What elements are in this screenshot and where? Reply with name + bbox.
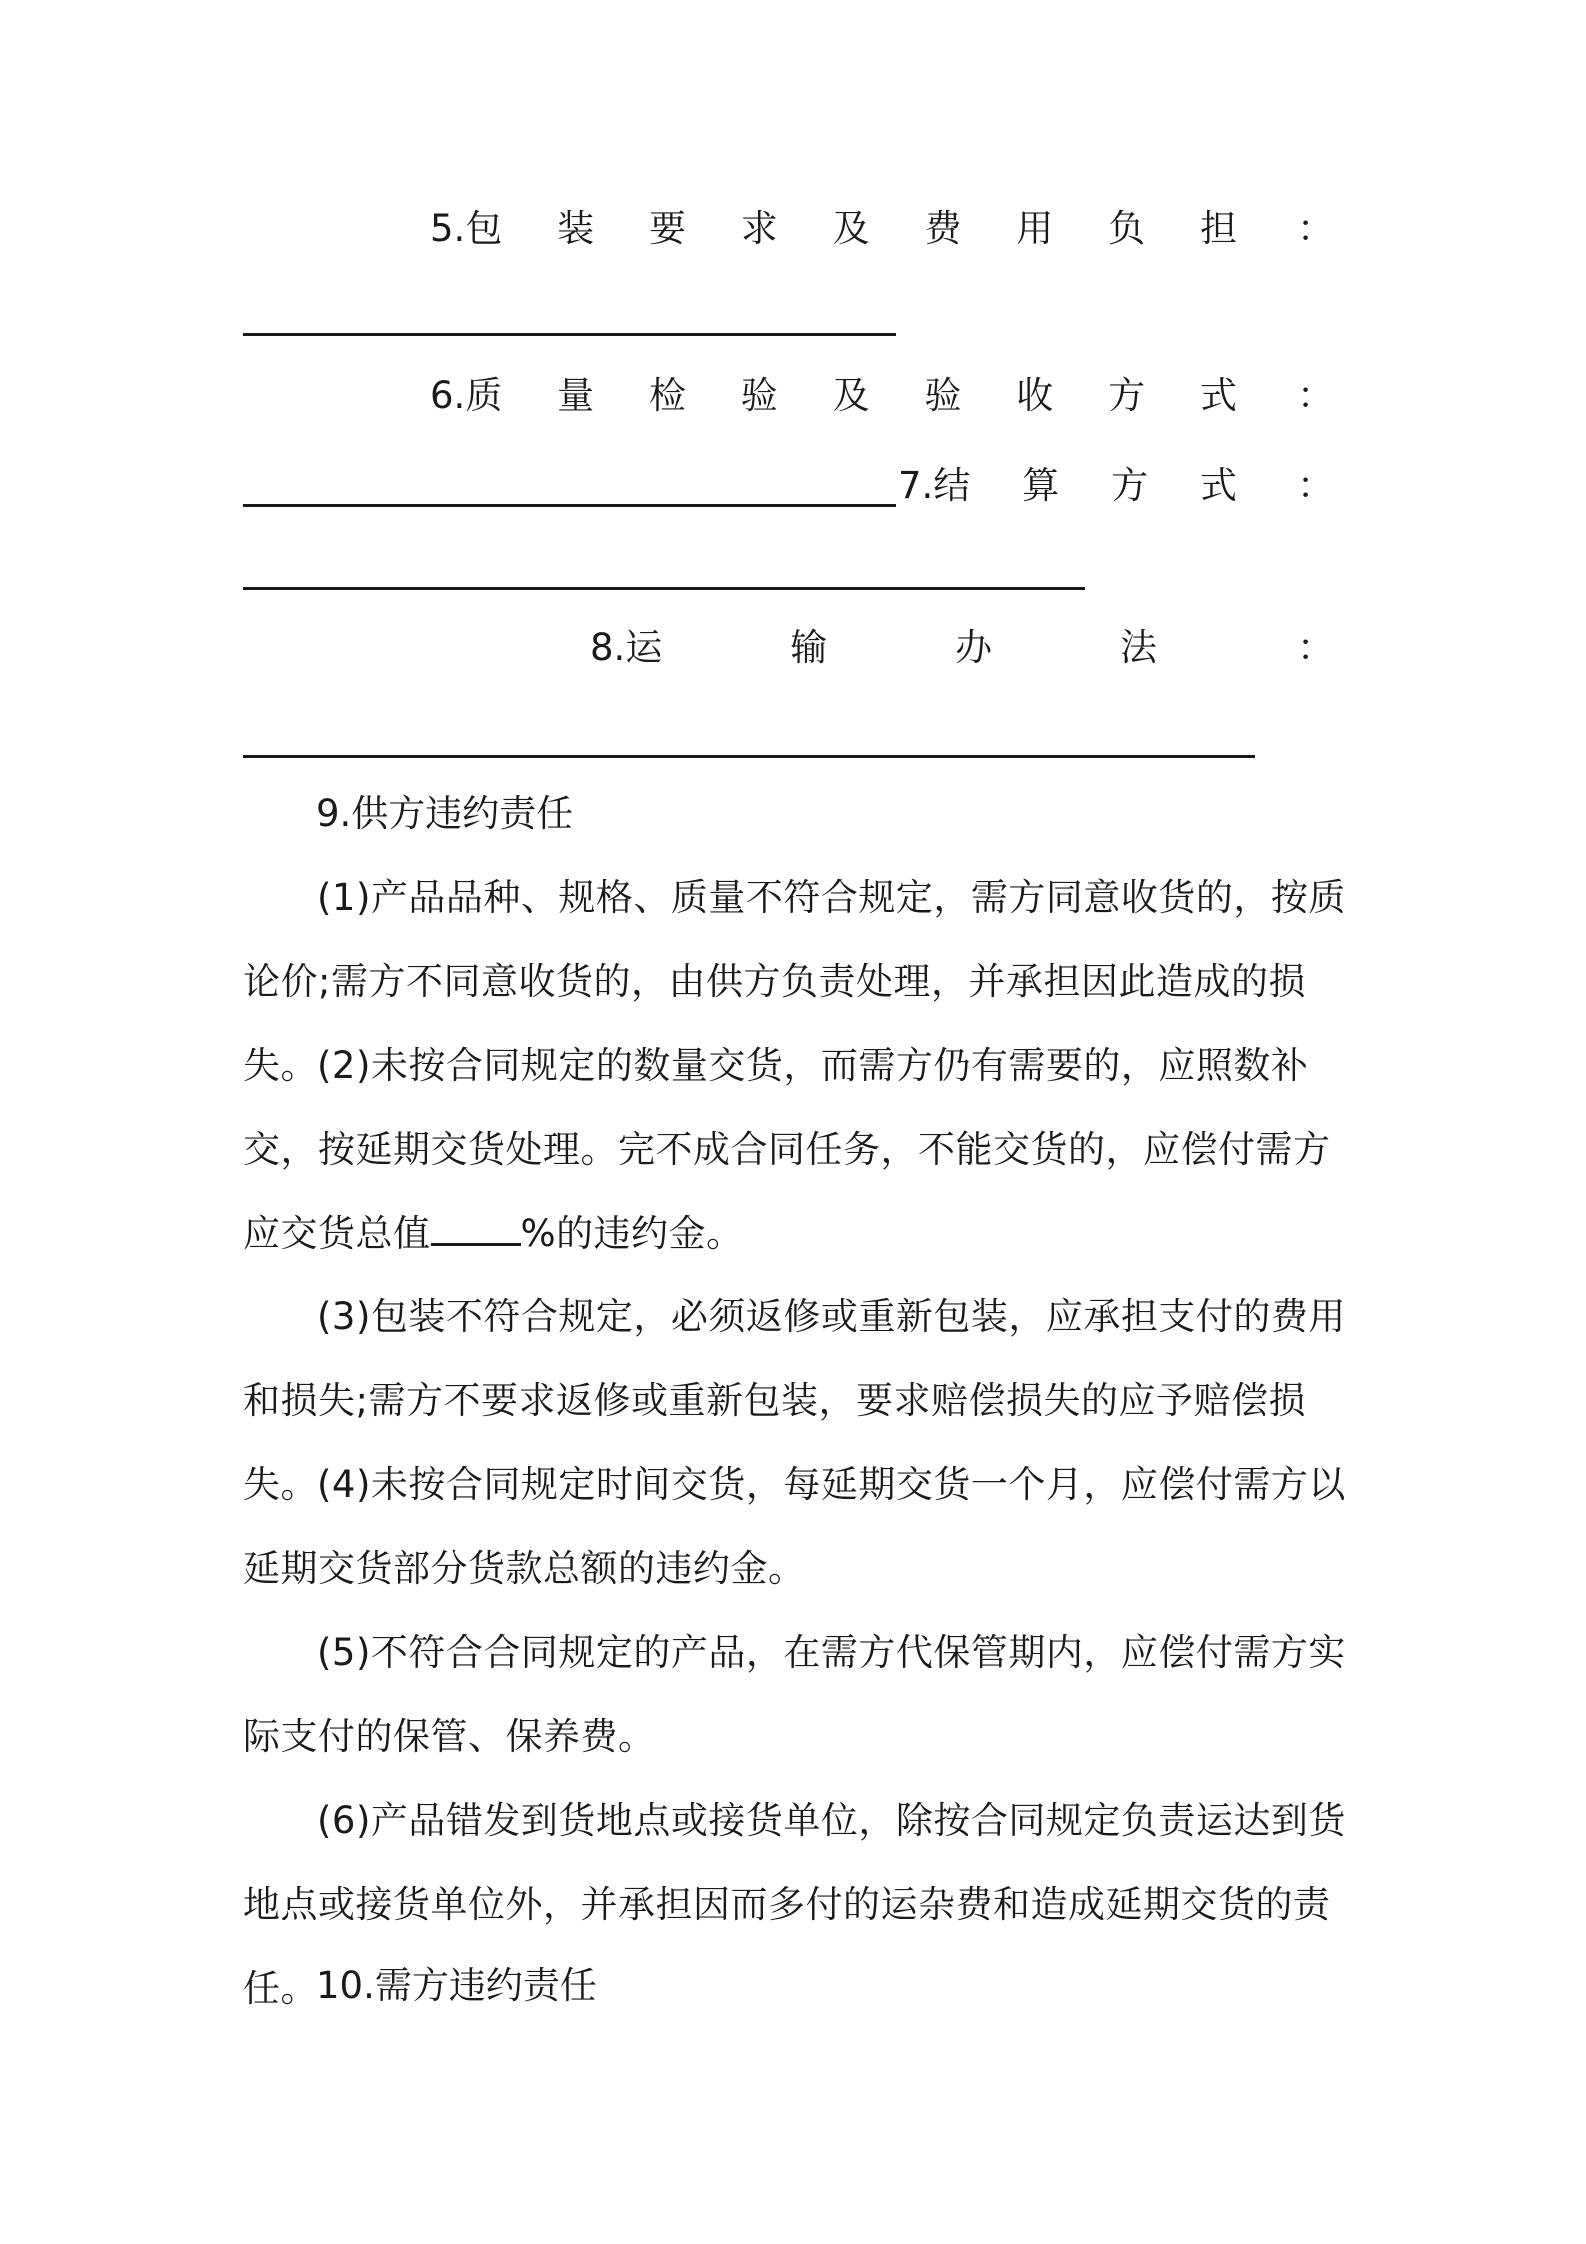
- item6-char: 质: [465, 374, 503, 417]
- section9-clause-1: (1)产品品种、规格、质量不符合规定，需方同意收货的，按质论价;需方不同意收货的，由供方负责处理，并承担因此造成的损失。: [243, 876, 1346, 1087]
- item6-char: 及: [832, 374, 870, 417]
- section9-title: 9.供方违约责任: [316, 792, 574, 835]
- section9-clause-3: (3)包装不符合规定，必须返修或重新包装，应承担支付的费用和损失;需方不要求返修或重新包装，要求赔偿损失的应予赔偿损失。: [243, 1295, 1346, 1506]
- item6-char: 方: [1108, 374, 1146, 417]
- item6-char: 检: [648, 374, 686, 417]
- item8-char: 运: [625, 626, 663, 669]
- section9-clause-5: (5)不符合合同规定的产品，在需方代保管期内，应偿付需方实际支付的保管、保养费。: [243, 1631, 1346, 1758]
- item5-label: [465, 207, 1237, 250]
- item6-number: 6.: [430, 374, 466, 417]
- item8-char: 办: [955, 626, 993, 669]
- item7-number: 7.: [898, 464, 934, 507]
- item5-char: 装: [557, 207, 595, 250]
- item5-number: 5.: [430, 207, 466, 250]
- clause-2-suffix: %的违约金。: [520, 1212, 744, 1255]
- item5-char: 求: [740, 207, 778, 250]
- item6-char: 式: [1199, 374, 1237, 417]
- item5-char: 用: [1016, 207, 1054, 250]
- item6-char: 收: [1016, 374, 1054, 417]
- item7-char: 算: [1022, 464, 1060, 507]
- item5-char: 及: [832, 207, 870, 250]
- item6-line: [430, 374, 1334, 417]
- item6-char: 量: [557, 374, 595, 417]
- item6-blank-line: [243, 504, 896, 507]
- item5-char: 费: [924, 207, 962, 250]
- item7-line: [898, 464, 1334, 507]
- section9-clause-2: [243, 1024, 1353, 1276]
- item5-blank-line: [243, 333, 896, 336]
- item6-colon: ：: [1297, 374, 1334, 417]
- item8-label: [625, 626, 1157, 669]
- item6-char: 验: [924, 374, 962, 417]
- section10-title: 10.需方违约责任: [316, 1964, 597, 2007]
- clause-2-text: (2)未按合同规定的数量交货，而需方仍有需要的，应照数补交，按延期交货处理。完不成合同任务，不能交货的，应偿付需方应交货总值: [243, 1044, 1331, 1255]
- item8-number: 8.: [590, 626, 626, 669]
- item7-colon: ：: [1297, 464, 1334, 507]
- item6-char: 验: [740, 374, 778, 417]
- item7-char: 结: [933, 464, 971, 507]
- item7-label: [933, 464, 1237, 507]
- item8-line: [590, 626, 1334, 669]
- item8-colon: ：: [1297, 626, 1334, 669]
- item7-char: 方: [1111, 464, 1149, 507]
- item8-char: 输: [790, 626, 828, 669]
- item5-char: 包: [465, 207, 503, 250]
- item5-colon: ：: [1297, 207, 1334, 250]
- section9-clause-4: (4)未按合同规定时间交货，每延期交货一个月，应偿付需方以延期交货部分货款总额的违约金。: [243, 1463, 1346, 1590]
- item7-char: 式: [1199, 464, 1237, 507]
- item5-char: 负: [1108, 207, 1146, 250]
- item6-label: [465, 374, 1237, 417]
- item5-char: 担: [1199, 207, 1237, 250]
- percentage-blank: [431, 1213, 521, 1246]
- item8-blank-line: [243, 755, 1255, 758]
- item7-blank-line: [243, 587, 1085, 590]
- item5-line: [430, 207, 1334, 250]
- section9-clause-6: (6)产品错发到货地点或接货单位，除按合同规定负责运达到货地点或接货单位外，并承担因而多付的运杂费和造成延期交货的责任。: [243, 1799, 1346, 2010]
- item8-char: 法: [1119, 626, 1157, 669]
- item5-char: 要: [648, 207, 686, 250]
